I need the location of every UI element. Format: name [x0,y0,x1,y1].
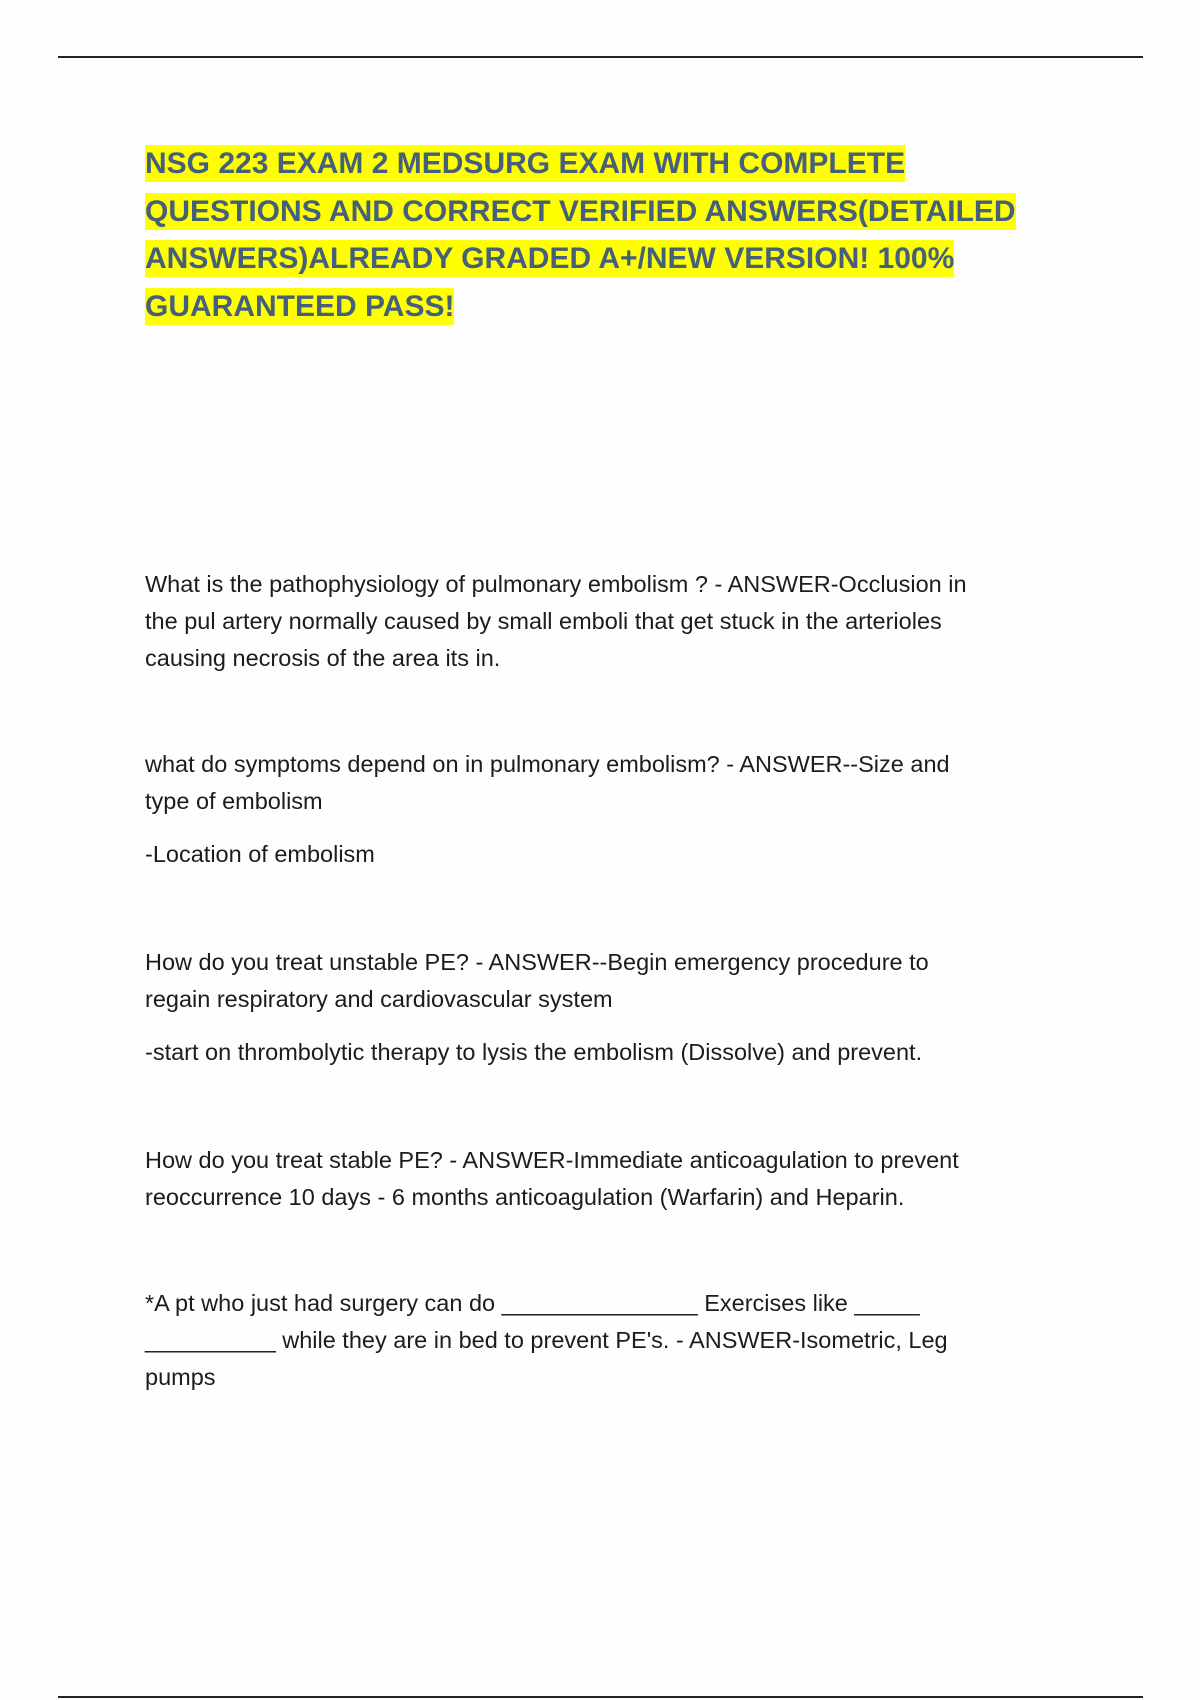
top-divider [58,56,1143,58]
qa-item-post-surgery [145,1285,1065,1396]
qa-text-line: regain respiratory and cardiovascular system [145,986,613,1012]
qa-text-line: reoccurrence 10 days - 6 months anticoagulation (Warfarin) and Heparin. [145,1184,905,1210]
bottom-divider [58,1696,1143,1698]
qa-item-stable-pe [145,1142,1065,1216]
qa-text-line: __________ while they are in bed to prevent PE's. - ANSWER-Isometric, Leg [145,1327,948,1353]
title-line: QUESTIONS AND CORRECT VERIFIED ANSWERS(DETAILED [145,194,1016,228]
qa-text-line: the pul artery normally caused by small emboli that get stuck in the arterioles [145,608,942,634]
title-line: NSG 223 EXAM 2 MEDSURG EXAM WITH COMPLETE [145,147,906,180]
qa-extra-line: -start on thrombolytic therapy to lysis the embolism (Dissolve) and prevent. [145,1039,923,1065]
qa-item-unstable-pe [145,944,1065,1071]
qa-extra-line: -Location of embolism [145,841,375,867]
qa-text-line: pumps [145,1364,216,1390]
qa-text-line: What is the pathophysiology of pulmonary embolism ? - ANSWER-Occlusion in [145,571,967,597]
qa-text-line: type of embolism [145,788,323,814]
qa-item-pathophysiology [145,566,1065,677]
document-title [145,140,1045,330]
qa-text-line: *A pt who just had surgery can do _______________ Exercises like _____ [145,1290,920,1316]
qa-text-line: causing necrosis of the area its in. [145,645,501,671]
qa-text-line: what do symptoms depend on in pulmonary embolism? - ANSWER--Size and [145,751,950,777]
qa-text-line: How do you treat unstable PE? - ANSWER--Begin emergency procedure to [145,949,929,975]
qa-text-line: How do you treat stable PE? - ANSWER-Immediate anticoagulation to prevent [145,1147,959,1173]
title-line: ANSWERS)ALREADY GRADED A+/NEW VERSION! 100% [145,242,955,275]
qa-item-symptoms [145,746,1065,873]
title-line: GUARANTEED PASS! [145,289,455,323]
